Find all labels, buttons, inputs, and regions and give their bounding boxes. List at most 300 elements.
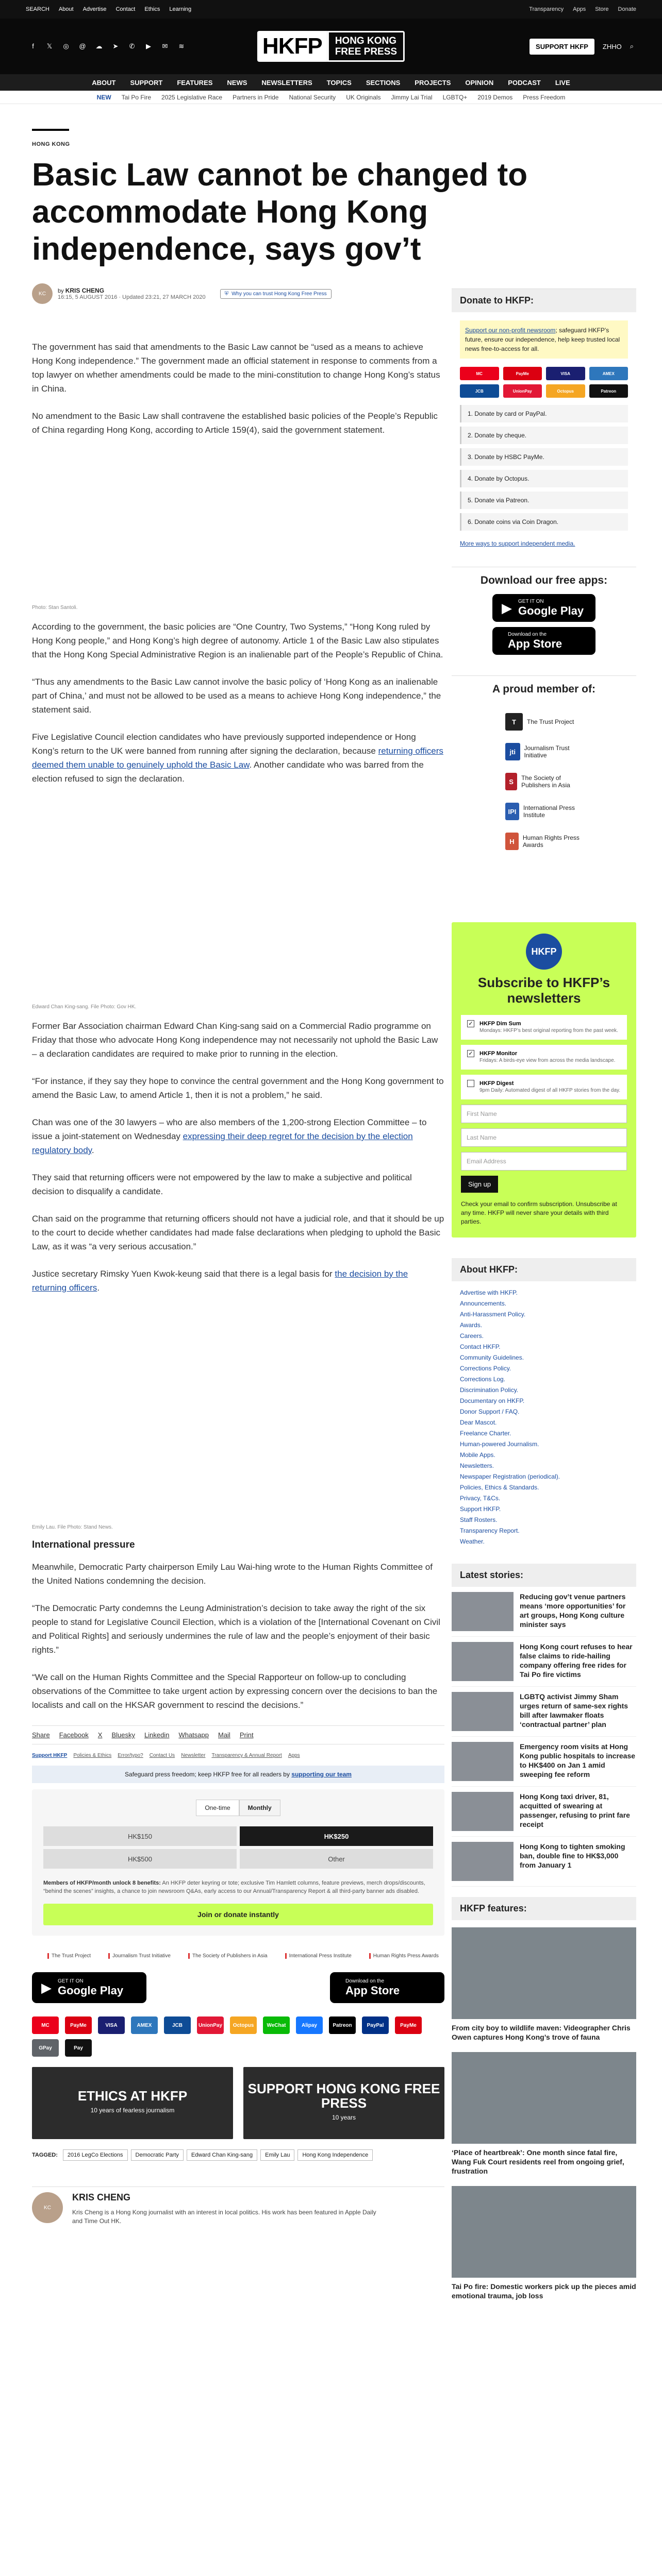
trending-item[interactable]: 2019 Demos	[477, 93, 513, 101]
support-desc: ; safeguard HKFP’s future, ensure our independence, help keep trusted local news free-to-access for all.	[465, 327, 620, 352]
trending-item[interactable]: UK Originals	[346, 93, 381, 101]
topbar-link-donate[interactable]: Donate	[618, 6, 636, 12]
site-header	[0, 19, 662, 74]
google-play-badge[interactable]	[32, 1972, 146, 2003]
payment-logo: JCB	[164, 2016, 191, 2034]
banner-sub: 10 years of fearless journalism	[90, 2107, 175, 2114]
paragraph: According to the government, the basic policies are “One Country, Two Systems,” “Hong Kong ruled by Hong Kong people,” and Hong Kong’s high degree of autonomy. Article 1 of the Basic Law also stipulates that the Hong Kong Special Administrative Region is an inalienable part of the People’s Republic of China.	[32, 622, 443, 659]
latest-stories	[452, 1564, 636, 1887]
option-name: HKFP Digest	[479, 1080, 514, 1087]
member-name: Journalism Trust Initiative	[524, 744, 570, 759]
trust-project-logo[interactable]	[505, 713, 583, 731]
bluesky-icon[interactable]: ☁	[95, 42, 103, 50]
google-play-badge[interactable]	[492, 594, 595, 622]
section-tag[interactable]: HONG KONG	[32, 141, 70, 147]
transparency-link[interactable]: Transparency & Annual Report	[211, 1753, 282, 1758]
paragraph	[32, 730, 444, 786]
story-title[interactable]: Emergency room visits at Hong Kong public hospitals to increase to HK$400 on Jan 1 amid sweeping fee reform	[520, 1742, 636, 1778]
donate-option[interactable]: 1. Donate by card or PayPal.	[460, 405, 628, 422]
partner-logo[interactable]: The Trust Project	[47, 1953, 91, 1959]
mail-icon[interactable]: ✉	[162, 42, 168, 50]
language-switch[interactable]: ZHHO	[602, 42, 622, 50]
features-title: HKFP features:	[452, 1897, 636, 1920]
tag[interactable]: Democratic Party	[131, 2149, 184, 2161]
utility-bar	[0, 0, 662, 19]
hkfp-logo: HKFP	[526, 934, 562, 970]
payment-logo: WeChat	[263, 2016, 290, 2034]
about-link[interactable]: Community Guidelines.	[460, 1354, 524, 1361]
features-section	[452, 1897, 636, 2300]
by-label: by	[58, 288, 64, 294]
story-thumbnail[interactable]	[452, 1592, 514, 1631]
feature-title[interactable]: Tai Po fire: Domestic workers pick up the pieces amid emotional trauma, job loss	[452, 2282, 636, 2300]
frequency-toggle	[43, 1800, 433, 1816]
support-hkfp-button[interactable]: SUPPORT HKFP	[529, 39, 594, 55]
about-link[interactable]: Advertise with HKFP.	[460, 1289, 518, 1296]
tab-one-time[interactable]: One-time	[196, 1800, 239, 1816]
sopa-icon: S	[505, 773, 517, 790]
donation-widget	[32, 1789, 444, 1936]
tab-monthly[interactable]: Monthly	[239, 1800, 280, 1816]
paragraph: They said that returning officers were not empowered by the law to make a subjective and political decision to disqualify a candidate.	[32, 1173, 412, 1196]
byline	[32, 283, 444, 304]
member-name: The Society of Publishers in Asia	[521, 774, 570, 789]
donate-option[interactable]: 6. Donate coins via Coin Dragon.	[460, 513, 628, 531]
story-thumbnail[interactable]	[452, 1842, 514, 1881]
x-icon[interactable]: 𝕏	[46, 42, 53, 50]
badge-store: Google Play	[58, 1984, 124, 1997]
nav-live[interactable]: LIVE	[555, 78, 570, 87]
about-link[interactable]: Discrimination Policy.	[460, 1386, 519, 1394]
banner-title: SUPPORT HONG KONG FREE PRESS	[247, 2081, 440, 2111]
member-name: Human Rights Press Awards	[522, 834, 580, 849]
ipi-logo[interactable]	[505, 803, 583, 820]
feature-image[interactable]	[452, 1927, 636, 2019]
support-banner[interactable]	[243, 2067, 444, 2139]
banner-sub: 10 years	[332, 2114, 356, 2121]
partner-logo[interactable]: Human Rights Press Awards	[369, 1953, 439, 1959]
text-run: Justice secretary Rimsky Yuen Kwok-keung said that there is a legal basis for	[32, 1269, 335, 1279]
about-link[interactable]: Anti-Harassment Policy.	[460, 1311, 526, 1318]
trust-project-icon: T	[505, 713, 523, 731]
nav-opinion[interactable]: OPINION	[465, 78, 494, 87]
newsletter-option[interactable]	[461, 1015, 627, 1040]
logo-line-2: FREE PRESS	[335, 46, 398, 57]
inline-link[interactable]: the decision by the returning officers	[32, 1269, 408, 1293]
about-link[interactable]: Corrections Log.	[460, 1376, 506, 1383]
payment-methods	[32, 2016, 444, 2057]
about-link[interactable]: Announcements.	[460, 1300, 507, 1307]
feature-story[interactable]	[452, 2052, 636, 2176]
donate-title: Donate to HKFP:	[452, 289, 636, 312]
latest-story[interactable]	[452, 1587, 636, 1637]
option-desc: Fridays: A birds-eye view from across the media landscape.	[479, 1058, 616, 1063]
safeguard-text: Safeguard press freedom; keep HKFP free for all readers by	[125, 1771, 292, 1778]
latest-story[interactable]	[452, 1637, 636, 1687]
publish-date: 16:15, 5 AUGUST 2016 · Updated 23:21, 27 MARCH 2020	[58, 294, 206, 300]
amount-option[interactable]: HK$500	[43, 1849, 237, 1869]
nav-podcast[interactable]: PODCAST	[508, 78, 541, 87]
author-name[interactable]: KRIS CHENG	[72, 2192, 131, 2202]
share-whatsapp[interactable]: Whatsapp	[178, 1731, 209, 1739]
amount-option[interactable]: HK$150	[43, 1826, 237, 1846]
about-link[interactable]: Policies, Ethics & Standards.	[460, 1484, 539, 1491]
badge-small: Download on the	[345, 1978, 385, 1984]
search-link[interactable]: SEARCH	[26, 6, 49, 12]
donate-option[interactable]: 5. Donate via Patreon.	[460, 492, 628, 509]
policies-link[interactable]: Policies & Ethics	[73, 1753, 112, 1758]
text-run: Chan was one of the 30 lawyers – who are also members of the 1,200-strong Election Committee – to issue a joint-statement on Wednesday	[32, 1117, 427, 1141]
paragraph: The government has said that amendments to the Basic Law cannot be “used as a means to achieve Hong Kong independence.” The government made an official statement in response to comments from a top lawyer on whether amendments could be made to the mini-constitution to change Hong Kong’s status in China.	[32, 342, 440, 394]
feature-story[interactable]	[452, 1927, 636, 2042]
checkbox[interactable]	[467, 1080, 474, 1087]
story-title[interactable]: Hong Kong to tighten smoking ban, double fine to HK$3,000 from January 1	[520, 1842, 625, 1869]
latest-story[interactable]	[452, 1837, 636, 1887]
social-links	[28, 42, 186, 51]
nav-topics[interactable]: TOPICS	[326, 78, 352, 87]
feature-title[interactable]: From city boy to wildlife maven: Videographer Chris Owen captures Hong Kong’s trove of fauna	[452, 2024, 631, 2041]
checkbox[interactable]: ✓	[467, 1050, 474, 1057]
story-thumbnail[interactable]	[452, 1642, 514, 1681]
paragraph	[32, 1267, 444, 1295]
app-store-badge[interactable]	[330, 1972, 444, 2003]
trust-badge[interactable]	[220, 289, 332, 299]
trending-item[interactable]: Press Freedom	[523, 93, 566, 101]
logo-line-1: HONG KONG	[335, 36, 396, 46]
share-facebook[interactable]: Facebook	[59, 1731, 89, 1739]
logo-mark: HKFP	[257, 31, 327, 61]
tag-list	[32, 2149, 444, 2161]
payment-logo: MC	[32, 2016, 59, 2034]
ethics-banner[interactable]	[32, 2067, 233, 2139]
about-link[interactable]: Support HKFP.	[460, 1505, 501, 1513]
option-name: HKFP Monitor	[479, 1050, 518, 1057]
app-store-badge[interactable]	[492, 627, 595, 655]
partner-logos	[32, 1953, 444, 1959]
story-title[interactable]: Hong Kong court refuses to hear false claims to ride-hailing company offering free rides for Tai Po fire victims	[520, 1642, 633, 1679]
article-photo	[32, 799, 444, 1004]
member-name: The Trust Project	[527, 718, 574, 725]
shield-icon: ⛨	[224, 291, 229, 297]
donate-option[interactable]: 4. Donate by Octopus.	[460, 470, 628, 487]
logo-wordmark	[327, 31, 405, 62]
payment-logo: AMEX	[131, 2016, 158, 2034]
share-x[interactable]: X	[97, 1731, 103, 1739]
donate-option[interactable]: 3. Donate by HSBC PayMe.	[460, 448, 628, 466]
amount-options	[43, 1826, 433, 1869]
author-bio: Kris Cheng is a Hong Kong journalist with an interest in local politics. His work has been featured in Apple Daily and Time Out HK.	[72, 2209, 376, 2225]
trending-item[interactable]: Tai Po Fire	[121, 93, 152, 101]
sidebar-payment-logos	[460, 367, 628, 398]
newsletter-signup	[452, 922, 636, 1238]
about-link[interactable]: Weather.	[460, 1538, 485, 1545]
topbar-link-transparency[interactable]: Transparency	[529, 6, 564, 12]
author-box	[32, 2187, 444, 2226]
author-line	[58, 287, 206, 294]
nav-features[interactable]: FEATURES	[177, 78, 213, 87]
option-desc: Mondays: HKFP’s best original reporting from the past week.	[479, 1028, 618, 1033]
last-name-field[interactable]: Last Name	[461, 1128, 627, 1147]
sign-up-button[interactable]: Sign up	[461, 1176, 498, 1193]
site-logo[interactable]	[257, 31, 405, 62]
safeguard-banner	[32, 1766, 444, 1783]
about-link[interactable]: Corrections Policy.	[460, 1365, 511, 1372]
payment-logo: UnionPay	[197, 2016, 224, 2034]
instagram-icon[interactable]: ◎	[63, 42, 69, 50]
text-run: .	[91, 1145, 94, 1155]
payment-logo: AMEX	[589, 367, 628, 380]
trending-label: NEW	[96, 93, 111, 101]
tagged-label: TAGGED:	[32, 2152, 58, 2158]
trending-bar	[0, 91, 662, 104]
about-link[interactable]: Staff Rosters.	[460, 1516, 498, 1523]
story-thumbnail[interactable]	[452, 1792, 514, 1831]
threads-icon[interactable]: @	[79, 42, 86, 50]
youtube-icon[interactable]: ▶	[146, 42, 151, 50]
first-name-field[interactable]: First Name	[461, 1105, 627, 1123]
about-link[interactable]: Careers.	[460, 1332, 484, 1340]
about-link[interactable]: Transparency Report.	[460, 1527, 520, 1534]
article-title: Basic Law cannot be changed to accommodate Hong Kong independence, says gov’t	[32, 157, 528, 267]
topbar-link-store[interactable]: Store	[595, 6, 609, 12]
latest-list	[452, 1587, 636, 1887]
photo-caption: Emily Lau. File Photo: Stand News.	[32, 1524, 113, 1530]
jti-logo[interactable]	[505, 743, 583, 760]
latest-story[interactable]	[452, 1787, 636, 1837]
about-link[interactable]: Documentary on HKFP.	[460, 1397, 525, 1404]
partner-logo[interactable]: Journalism Trust Initiative	[108, 1953, 171, 1959]
tag[interactable]: Edward Chan King-sang	[187, 2149, 257, 2161]
sidebar	[452, 289, 636, 2311]
more-ways-link[interactable]: More ways to support independent media.	[460, 540, 575, 547]
divider	[32, 129, 69, 131]
inline-link[interactable]: expressing their deep regret for the decision by the election regulatory body	[32, 1131, 413, 1155]
about-links	[452, 1281, 636, 1553]
apps-link[interactable]: Apps	[288, 1753, 300, 1758]
about-box	[452, 1258, 636, 1553]
payment-logo: VISA	[98, 2016, 125, 2034]
safeguard-link[interactable]: supporting our team	[291, 1771, 352, 1778]
article-photo	[32, 450, 444, 605]
nav-support[interactable]: SUPPORT	[130, 78, 163, 87]
jti-icon: jti	[505, 743, 520, 760]
about-link[interactable]: Mobile Apps.	[460, 1451, 495, 1459]
author-name[interactable]: KRIS CHENG	[65, 287, 105, 294]
inline-link[interactable]: returning officers deemed them unable to genuinely uphold the Basic Law	[32, 746, 443, 770]
feature-image[interactable]	[452, 2186, 636, 2278]
support-link[interactable]: Support HKFP	[32, 1753, 68, 1758]
apps-heading: Download our free apps:	[452, 567, 636, 594]
badge-small: GET IT ON	[58, 1978, 84, 1984]
badge-small: Download on the	[508, 631, 547, 637]
payment-logo: PayMe	[395, 2016, 422, 2034]
feature-image[interactable]	[452, 2052, 636, 2144]
google-play-icon: ▶	[502, 600, 512, 616]
sopa-logo[interactable]	[505, 773, 583, 790]
amount-option[interactable]: Other	[240, 1849, 433, 1869]
about-title: About HKFP:	[452, 1258, 636, 1281]
share-mail[interactable]: Mail	[218, 1731, 230, 1739]
trending-item[interactable]: National Security	[289, 93, 336, 101]
trending-item[interactable]: 2025 Legislative Race	[161, 93, 223, 101]
share-bar	[32, 1725, 444, 1744]
story-title[interactable]: LGBTQ activist Jimmy Sham urges return of same-sex rights bill after lawmaker floats ‘contractual partner’ plan	[520, 1692, 628, 1728]
article-body	[32, 340, 444, 1712]
about-link[interactable]: Privacy, T&Cs.	[460, 1495, 501, 1502]
topbar-link-advertise[interactable]: Advertise	[82, 6, 107, 12]
donate-card	[452, 289, 636, 556]
banner-title: ETHICS AT HKFP	[77, 2088, 188, 2104]
topbar-link-apps[interactable]: Apps	[573, 6, 586, 12]
payment-logo: JCB	[460, 384, 499, 398]
payment-logo: PayMe	[65, 2016, 92, 2034]
nav-projects[interactable]: PROJECTS	[415, 78, 451, 87]
membership-benefits	[43, 1879, 433, 1895]
topbar-link-learning[interactable]: Learning	[169, 6, 192, 12]
share-button[interactable]: Share	[32, 1731, 50, 1739]
telegram-icon[interactable]: ➤	[112, 42, 119, 50]
about-link[interactable]: Donor Support / FAQ.	[460, 1408, 520, 1415]
share-print[interactable]: Print	[239, 1731, 254, 1739]
photo-caption: Edward Chan King-sang. File Photo: Gov HK.	[32, 1004, 137, 1010]
badge-store: Google Play	[518, 604, 584, 617]
rss-icon[interactable]: ≋	[178, 42, 185, 50]
about-link[interactable]: Newspaper Registration (periodical).	[460, 1473, 560, 1480]
error-link[interactable]: Error/typo?	[118, 1753, 143, 1758]
support-text	[460, 320, 628, 359]
text-run: .	[97, 1283, 100, 1293]
paragraph: “We call on the Human Rights Committee and the Special Rapporteur on follow-up to concluding observations of the Committee to take urgent action by expressing concern over the decisions to ban the localists and call on the HKSAR government to rescind the decisions.”	[32, 1672, 438, 1710]
story-title[interactable]: Hong Kong taxi driver, 81, acquitted of swearing at passenger, refusing to print fare receipt	[520, 1792, 630, 1828]
tag[interactable]: Hong Kong Independence	[297, 2149, 373, 2161]
photo-caption: Photo: Stan Santoli.	[32, 605, 78, 611]
share-linkedin[interactable]: Linkedin	[144, 1731, 170, 1739]
ipi-icon: IPI	[505, 803, 519, 820]
sidebar-app-badges	[452, 594, 636, 665]
payment-logo: UnionPay	[503, 384, 542, 398]
option-desc: 9pm Daily: Automated digest of all HKFP stories from the day.	[479, 1088, 621, 1093]
option-name: HKFP Dim Sum	[479, 1021, 521, 1027]
partner-logo[interactable]: The Society of Publishers in Asia	[188, 1953, 268, 1959]
latest-title: Latest stories:	[452, 1564, 636, 1587]
story-title[interactable]: Reducing gov’t venue partners means ‘more opportunities’ for art groups, Hong Kong culture minister says	[520, 1592, 626, 1629]
trending-item[interactable]: Partners in Pride	[233, 93, 279, 101]
paragraph: Former Bar Association chairman Edward Chan King-sang said on a Commercial Radio programme on Friday that those who advocate Hong Kong independence may not necessarily not uphold the Basic Law – a declaration candidates are required to make prior to running in the election.	[32, 1021, 438, 1059]
newsletter-option[interactable]	[461, 1075, 627, 1099]
support-link[interactable]: Support our non-profit newsroom	[465, 327, 556, 334]
badge-store: App Store	[345, 1984, 400, 1997]
promo-banners	[32, 2067, 444, 2139]
member-heading: A proud member of:	[452, 675, 636, 703]
partner-logo[interactable]: International Press Institute	[285, 1953, 352, 1959]
tag[interactable]: 2016 LegCo Elections	[63, 2149, 128, 2161]
newsletter-title: Subscribe to HKFP’s newsletters	[477, 975, 610, 1006]
paragraph: Chan said on the programme that returning officers should not have a judicial role, and that it should be up to the court to decide whether candidates had made false declarations when pledging to uphold the Basic Law, as it was “a very serious accusation.”	[32, 1214, 444, 1251]
author-avatar[interactable]: KC	[32, 2192, 63, 2223]
paragraph: “For instance, if they say they hope to convince the central government and the Hong Kong government to amend the Basic Law, to amend Article 1, then it is not a problem,” he said.	[32, 1076, 444, 1100]
paragraph: “Thus any amendments to the Basic Law cannot involve the basic policy of ‘Hong Kong as an inalienable part of China,’ and must not be allowed to be used as a means to achieve Hong Kong independence,” the statement said.	[32, 677, 441, 715]
author-avatar[interactable]: KC	[32, 283, 53, 304]
text-run: Five Legislative Council election candidates who have previously supported independence or Hong Kong’s return to the UK were banned from running after signing the declaration, because	[32, 732, 416, 756]
about-link[interactable]: Awards.	[460, 1321, 483, 1329]
latest-story[interactable]	[452, 1687, 636, 1737]
search-icon[interactable]: ⌕	[630, 42, 634, 50]
payment-logo: MC	[460, 367, 499, 380]
topbar-link-ethics[interactable]: Ethics	[144, 6, 160, 12]
email-field[interactable]: Email Address	[461, 1152, 627, 1171]
paragraph: No amendment to the Basic Law shall contravene the established basic policies of the People’s Republic of China regarding Hong Kong, according to Article 159(4), said the government statement.	[32, 411, 438, 435]
about-link[interactable]: Freelance Charter.	[460, 1430, 511, 1437]
newsletter-option[interactable]	[461, 1045, 627, 1070]
paragraph: “The Democratic Party condemns the Leung Administration’s decision to take away the right of the six people to stand for Legislative Council Election, which is a violation of the [International Covenant on Civil and Political Rights] and seriously undermines the rule of law and the people’s enjoyment of their basic rights.”	[32, 1603, 440, 1655]
contact-link[interactable]: Contact Us	[149, 1753, 175, 1758]
payment-logo: PayPal	[362, 2016, 389, 2034]
article-photo	[32, 1308, 444, 1524]
payment-logo: PayMe	[503, 367, 542, 380]
features-list	[452, 1927, 636, 2300]
nav-sections[interactable]: SECTIONS	[366, 78, 401, 87]
main-nav	[0, 74, 662, 91]
join-button[interactable]: Join or donate instantly	[43, 1904, 433, 1925]
app-store-badges	[32, 1972, 444, 2003]
paragraph	[32, 1115, 444, 1157]
payment-logo: Octopus	[546, 384, 585, 398]
nav-about[interactable]: ABOUT	[92, 78, 116, 87]
paragraph: Meanwhile, Democratic Party chairperson Emily Lau Wai-hing wrote to the Human Rights Committee of the United Nations condemning the decision.	[32, 1562, 433, 1586]
latest-story[interactable]	[452, 1737, 636, 1787]
tag[interactable]: Emily Lau	[260, 2149, 294, 2161]
payment-logo: Patreon	[589, 384, 628, 398]
hrpa-icon: H	[505, 833, 519, 850]
text-run: . Another candidate who was barred from the election refused to sign the declaration.	[32, 760, 424, 784]
google-play-icon: ▶	[41, 1979, 52, 1995]
feature-title[interactable]: ‘Place of heartbreak’: One month since fatal fire, Wang Fuk Court residents reel from ongoing grief, frustration	[452, 2148, 624, 2175]
nav-news[interactable]: NEWS	[227, 78, 247, 87]
about-link[interactable]: Newsletters.	[460, 1462, 494, 1469]
story-thumbnail[interactable]	[452, 1742, 514, 1781]
about-link[interactable]: Contact HKFP.	[460, 1343, 501, 1350]
newsletter-link[interactable]: Newsletter	[181, 1753, 206, 1758]
story-thumbnail[interactable]	[452, 1692, 514, 1731]
member-logos	[452, 703, 636, 860]
about-link[interactable]: Human-powered Journalism.	[460, 1440, 539, 1448]
trending-item[interactable]: LGBTQ+	[442, 93, 468, 101]
hrpa-logo[interactable]	[505, 833, 583, 850]
payment-logo: Patreon	[329, 2016, 356, 2034]
whatsapp-icon[interactable]: ✆	[129, 42, 135, 50]
donate-option[interactable]: 2. Donate by cheque.	[460, 427, 628, 444]
feature-story[interactable]	[452, 2186, 636, 2300]
topbar-link-contact[interactable]: Contact	[115, 6, 136, 12]
trust-label: Why you can trust Hong Kong Free Press	[231, 291, 327, 297]
nav-newsletters[interactable]: NEWSLETTERS	[261, 78, 312, 87]
subheading: International pressure	[32, 1539, 135, 1550]
trending-item[interactable]: Jimmy Lai Trial	[391, 93, 433, 101]
amount-option-selected[interactable]: HK$250	[240, 1826, 433, 1846]
share-bluesky[interactable]: Bluesky	[111, 1731, 135, 1739]
about-link[interactable]: Dear Mascot.	[460, 1419, 497, 1426]
benefits-text: An HKFP deter keyring or tote; exclusive Tim Hamlett columns, feature previews, merch drops/discounts, “behind the scenes” insights, a chance to join newsroom Q&As, early access to our Annual/Transparency Report & all third-party banner ads disabled.	[43, 1880, 425, 1894]
benefits-heading: Members of HKFP/month unlock 8 benefits:	[43, 1880, 161, 1886]
payment-logo: VISA	[546, 367, 585, 380]
topbar-link-about[interactable]: About	[58, 6, 74, 12]
facebook-icon[interactable]: f	[32, 42, 34, 50]
newsletter-note: Check your email to confirm subscription. Unsubscribe at any time. HKFP will never share your details with third parties.	[461, 1200, 617, 1225]
badge-small: GET IT ON	[518, 598, 544, 604]
payment-logo: Octopus	[230, 2016, 257, 2034]
payment-logo: Alipay	[296, 2016, 323, 2034]
checkbox[interactable]: ✓	[467, 1020, 474, 1027]
